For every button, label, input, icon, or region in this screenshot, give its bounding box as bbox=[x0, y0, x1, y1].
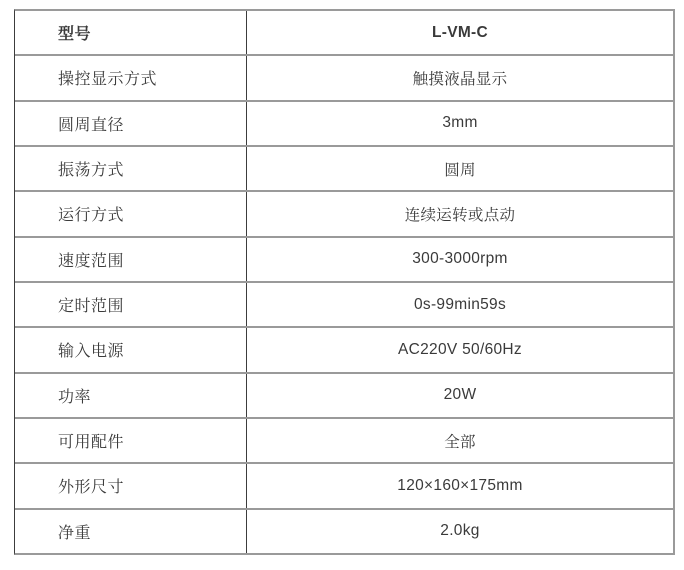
table-row bbox=[15, 419, 673, 464]
spec-value-cell: 0s-99min59s bbox=[413, 295, 507, 313]
table-row bbox=[15, 510, 673, 553]
spec-value-cell: 2.0kg bbox=[440, 522, 480, 540]
spec-label-cell: 速度范围 bbox=[15, 238, 247, 281]
spec-value-cell: AC220V 50/60Hz bbox=[398, 340, 522, 358]
spec-value-cell: 圆周 bbox=[444, 161, 476, 179]
spec-label-cell: 输入电源 bbox=[15, 328, 247, 371]
table-header-row bbox=[15, 11, 673, 56]
spec-label-cell: 操控显示方式 bbox=[15, 56, 247, 99]
spec-label-cell: 定时范围 bbox=[15, 283, 247, 326]
spec-label-cell: 净重 bbox=[15, 510, 247, 553]
spec-value-cell: 20W bbox=[443, 386, 477, 404]
table-row bbox=[15, 328, 673, 373]
spec-value-cell: 300-3000rpm bbox=[412, 250, 508, 268]
spec-label-cell: 可用配件 bbox=[15, 419, 247, 462]
table-row bbox=[15, 102, 673, 147]
table-row bbox=[15, 374, 673, 419]
spec-label-cell: 型号 bbox=[15, 11, 247, 54]
spec-label-cell: 功率 bbox=[15, 374, 247, 417]
spec-value-cell: 连续运转或点动 bbox=[404, 206, 516, 224]
spec-value-cell: L-VM-C bbox=[431, 23, 489, 41]
spec-label-cell: 圆周直径 bbox=[15, 102, 247, 145]
spec-value-cell: 触摸液晶显示 bbox=[412, 70, 508, 88]
spec-value-cell: 120×160×175mm bbox=[397, 476, 523, 494]
spec-table bbox=[14, 9, 675, 555]
spec-label-cell: 外形尺寸 bbox=[15, 464, 247, 507]
table-row bbox=[15, 464, 673, 509]
table-row bbox=[15, 192, 673, 237]
table-row bbox=[15, 147, 673, 192]
spec-value-cell: 3mm bbox=[442, 114, 478, 132]
table-row bbox=[15, 238, 673, 283]
table-row bbox=[15, 283, 673, 328]
spec-label-cell: 运行方式 bbox=[15, 192, 247, 235]
spec-value-cell: 全部 bbox=[444, 433, 476, 451]
table-row bbox=[15, 56, 673, 101]
spec-label-cell: 振荡方式 bbox=[15, 147, 247, 190]
